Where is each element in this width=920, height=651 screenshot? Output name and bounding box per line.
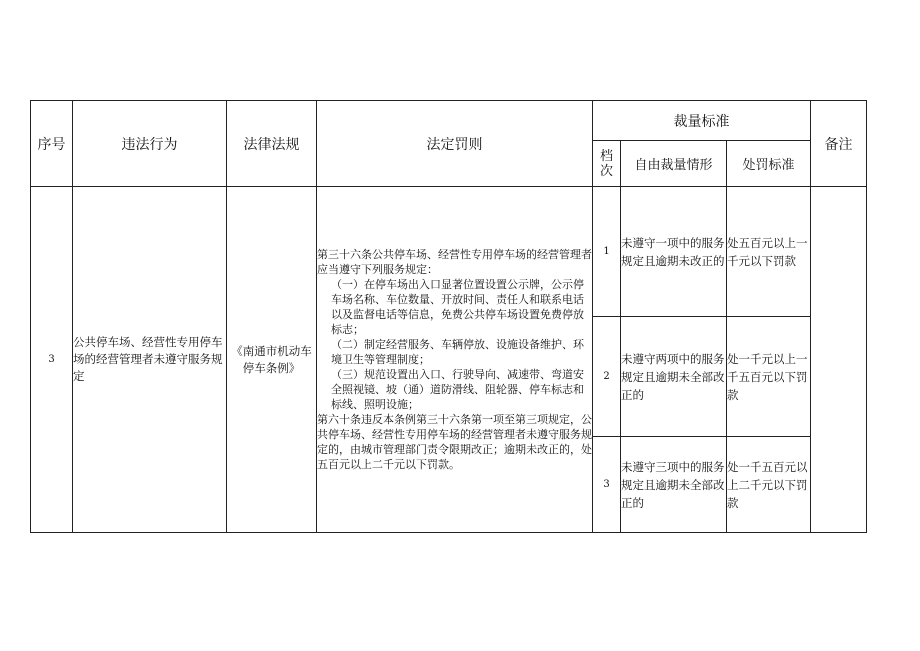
penalty-line: 第六十条违反本条例第三十六条第一项至第三项规定，公共停车场、经营性专用停车场的经营管理者未遵守服务规定的，由城市管理部门责令限期改正；逾期未改正的，处五百元以上二千元以下罚款。 <box>317 413 592 471</box>
tier-situation: 未遵守三项中的服务规定且逾期未全部改正的 <box>621 437 727 533</box>
header-tier <box>593 141 621 187</box>
penalty-line: （一）在停车场出入口显著位置设置公示牌，公示停车场名称、车位数量、开放时间、责任人和联系电话以及监督电话等信息，免费公共停车场设置免费停放标志； <box>331 278 584 336</box>
row-law: 《南通市机动车停车条例》 <box>227 187 317 533</box>
row-violation: 公共停车场、经营性专用停车场的经营管理者未遵守服务规定 <box>73 187 227 533</box>
tier-level: 3 <box>593 437 621 533</box>
tier-standard: 处一千元以上一千五百元以下罚款 <box>727 317 811 437</box>
tier-standard: 处一千五百元以上二千元以下罚款 <box>727 437 811 533</box>
header-seq: 序号 <box>31 101 73 187</box>
header-standard: 处罚标准 <box>727 141 811 187</box>
header-law: 法律法规 <box>227 101 317 187</box>
tier-standard: 处五百元以上一千元以下罚款 <box>727 187 811 317</box>
tier-level: 1 <box>593 187 621 317</box>
header-remarks: 备注 <box>811 101 867 187</box>
tier-situation: 未遵守两项中的服务规定且逾期未全部改正的 <box>621 317 727 437</box>
tier-situation: 未遵守一项中的服务规定且逾期未改正的 <box>621 187 727 317</box>
header-situation: 自由裁量情形 <box>621 141 727 187</box>
row-penalty <box>317 187 593 533</box>
header-violation: 违法行为 <box>73 101 227 187</box>
tier-level: 2 <box>593 317 621 437</box>
penalty-line: （二）制定经营服务、车辆停放、设施设备维护、环境卫生等管理制度； <box>331 338 584 366</box>
header-discretion: 裁量标准 <box>593 101 811 141</box>
header-tier-text: 档次 <box>599 148 613 179</box>
penalty-line: 第三十六条公共停车场、经营性专用停车场的经营管理者应当遵守下列服务规定： <box>317 248 592 276</box>
row-remarks <box>811 187 867 533</box>
discretion-table <box>30 100 867 533</box>
penalty-line: （三）规范设置出入口、行驶导向、减速带、弯道安全照视镜、坡（通）道防滑线、阻轮器、停车标志和标线、照明设施； <box>331 368 584 411</box>
row-seq: 3 <box>31 187 73 533</box>
header-penalty: 法定罚则 <box>317 101 593 187</box>
